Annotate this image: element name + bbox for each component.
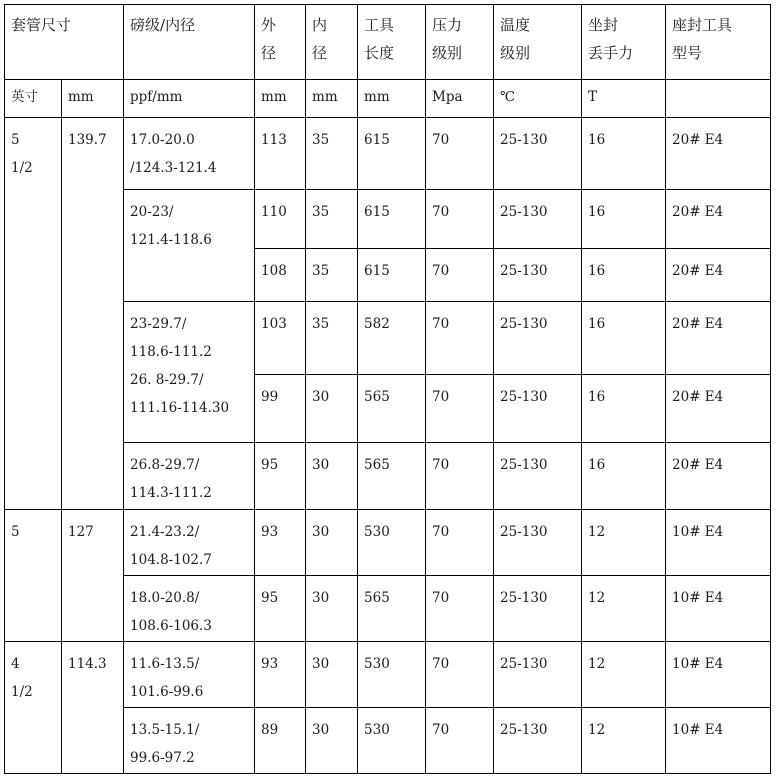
temp-cell: 25-130 [494, 249, 582, 302]
length-cell: 530 [358, 642, 426, 708]
casing-inch: 5 [5, 510, 62, 642]
header-set-force: 坐封 丢手力 [582, 5, 666, 80]
unit-setting-tool [666, 80, 771, 118]
tool-cell: 10# E4 [666, 510, 771, 576]
tool-cell: 10# E4 [666, 576, 771, 642]
force-cell: 12 [582, 642, 666, 708]
force-cell: 16 [582, 249, 666, 302]
tool-cell: 20# E4 [666, 302, 771, 375]
force-cell: 16 [582, 118, 666, 190]
od-cell: 95 [255, 576, 306, 642]
pressure-cell: 70 [426, 510, 494, 576]
length-cell: 530 [358, 708, 426, 774]
force-cell: 16 [582, 302, 666, 375]
id-cell: 35 [306, 249, 358, 302]
unit-id: mm [306, 80, 358, 118]
temp-cell: 25-130 [494, 708, 582, 774]
id-cell: 30 [306, 708, 358, 774]
length-cell: 582 [358, 302, 426, 375]
unit-pressure: Mpa [426, 80, 494, 118]
od-cell: 95 [255, 443, 306, 510]
force-cell: 16 [582, 443, 666, 510]
tool-cell: 20# E4 [666, 249, 771, 302]
temp-cell: 25-130 [494, 375, 582, 443]
weight-id-cell: 17.0-20.0 /124.3-121.4 [124, 118, 255, 190]
tool-cell: 20# E4 [666, 443, 771, 510]
header-od: 外 径 [255, 5, 306, 80]
od-cell: 93 [255, 642, 306, 708]
casing-mm: 127 [62, 510, 124, 642]
unit-ppf-mm: ppf/mm [124, 80, 255, 118]
od-cell: 108 [255, 249, 306, 302]
id-cell: 30 [306, 375, 358, 443]
header-id: 内 径 [306, 5, 358, 80]
pressure-cell: 70 [426, 375, 494, 443]
length-cell: 530 [358, 510, 426, 576]
force-cell: 16 [582, 375, 666, 443]
header-tool-length: 工具 长度 [358, 5, 426, 80]
unit-force: T [582, 80, 666, 118]
temp-cell: 25-130 [494, 443, 582, 510]
header-weight-id: 磅级/内径 [124, 5, 255, 80]
tool-cell: 20# E4 [666, 375, 771, 443]
pressure-cell: 70 [426, 576, 494, 642]
length-cell: 615 [358, 249, 426, 302]
tool-cell: 10# E4 [666, 708, 771, 774]
casing-inch: 4 1/2 [5, 642, 62, 774]
temp-cell: 25-130 [494, 642, 582, 708]
weight-id-cell: 20-23/ 121.4-118.6 [124, 190, 255, 302]
header-setting-tool: 座封工具 型号 [666, 5, 771, 80]
od-cell: 99 [255, 375, 306, 443]
force-cell: 16 [582, 190, 666, 249]
force-cell: 12 [582, 708, 666, 774]
temp-cell: 25-130 [494, 576, 582, 642]
pressure-cell: 70 [426, 249, 494, 302]
pressure-cell: 70 [426, 443, 494, 510]
force-cell: 12 [582, 510, 666, 576]
temp-cell: 25-130 [494, 510, 582, 576]
header-row [5, 5, 771, 80]
weight-id-cell: 21.4-23.2/ 104.8-102.7 [124, 510, 255, 576]
pressure-cell: 70 [426, 118, 494, 190]
od-cell: 110 [255, 190, 306, 249]
casing-mm: 114.3 [62, 642, 124, 774]
od-cell: 103 [255, 302, 306, 375]
unit-od: mm [255, 80, 306, 118]
length-cell: 615 [358, 190, 426, 249]
id-cell: 35 [306, 302, 358, 375]
weight-id-cell: 18.0-20.8/ 108.6-106.3 [124, 576, 255, 642]
temp-cell: 25-130 [494, 302, 582, 375]
header-pressure: 压力 级别 [426, 5, 494, 80]
weight-id-cell: 13.5-15.1/ 99.6-97.2 [124, 708, 255, 774]
od-cell: 113 [255, 118, 306, 190]
id-cell: 35 [306, 190, 358, 249]
header-temperature: 温度 级别 [494, 5, 582, 80]
pressure-cell: 70 [426, 708, 494, 774]
header-casing-size: 套管尺寸 [5, 5, 124, 80]
od-cell: 89 [255, 708, 306, 774]
casing-mm: 139.7 [62, 118, 124, 510]
units-row [5, 80, 771, 118]
pressure-cell: 70 [426, 190, 494, 249]
force-cell: 12 [582, 576, 666, 642]
weight-id-cell: 23-29.7/ 118.6-111.2 26. 8-29.7/ 111.16-114.30 [124, 302, 255, 443]
pressure-cell: 70 [426, 642, 494, 708]
unit-mm: mm [62, 80, 124, 118]
unit-inch: 英寸 [5, 80, 62, 118]
packer-spec-table [4, 4, 771, 774]
id-cell: 30 [306, 510, 358, 576]
table-row [5, 510, 771, 576]
weight-id-cell: 11.6-13.5/ 101.6-99.6 [124, 642, 255, 708]
length-cell: 565 [358, 443, 426, 510]
length-cell: 615 [358, 118, 426, 190]
length-cell: 565 [358, 576, 426, 642]
id-cell: 30 [306, 642, 358, 708]
pressure-cell: 70 [426, 302, 494, 375]
tool-cell: 20# E4 [666, 190, 771, 249]
temp-cell: 25-130 [494, 118, 582, 190]
casing-inch: 5 1/2 [5, 118, 62, 510]
unit-temperature: ℃ [494, 80, 582, 118]
id-cell: 30 [306, 576, 358, 642]
table-row [5, 642, 771, 708]
id-cell: 30 [306, 443, 358, 510]
length-cell: 565 [358, 375, 426, 443]
id-cell: 35 [306, 118, 358, 190]
tool-cell: 10# E4 [666, 642, 771, 708]
table-row [5, 118, 771, 190]
temp-cell: 25-130 [494, 190, 582, 249]
weight-id-cell: 26.8-29.7/ 114.3-111.2 [124, 443, 255, 510]
od-cell: 93 [255, 510, 306, 576]
unit-length: mm [358, 80, 426, 118]
tool-cell: 20# E4 [666, 118, 771, 190]
